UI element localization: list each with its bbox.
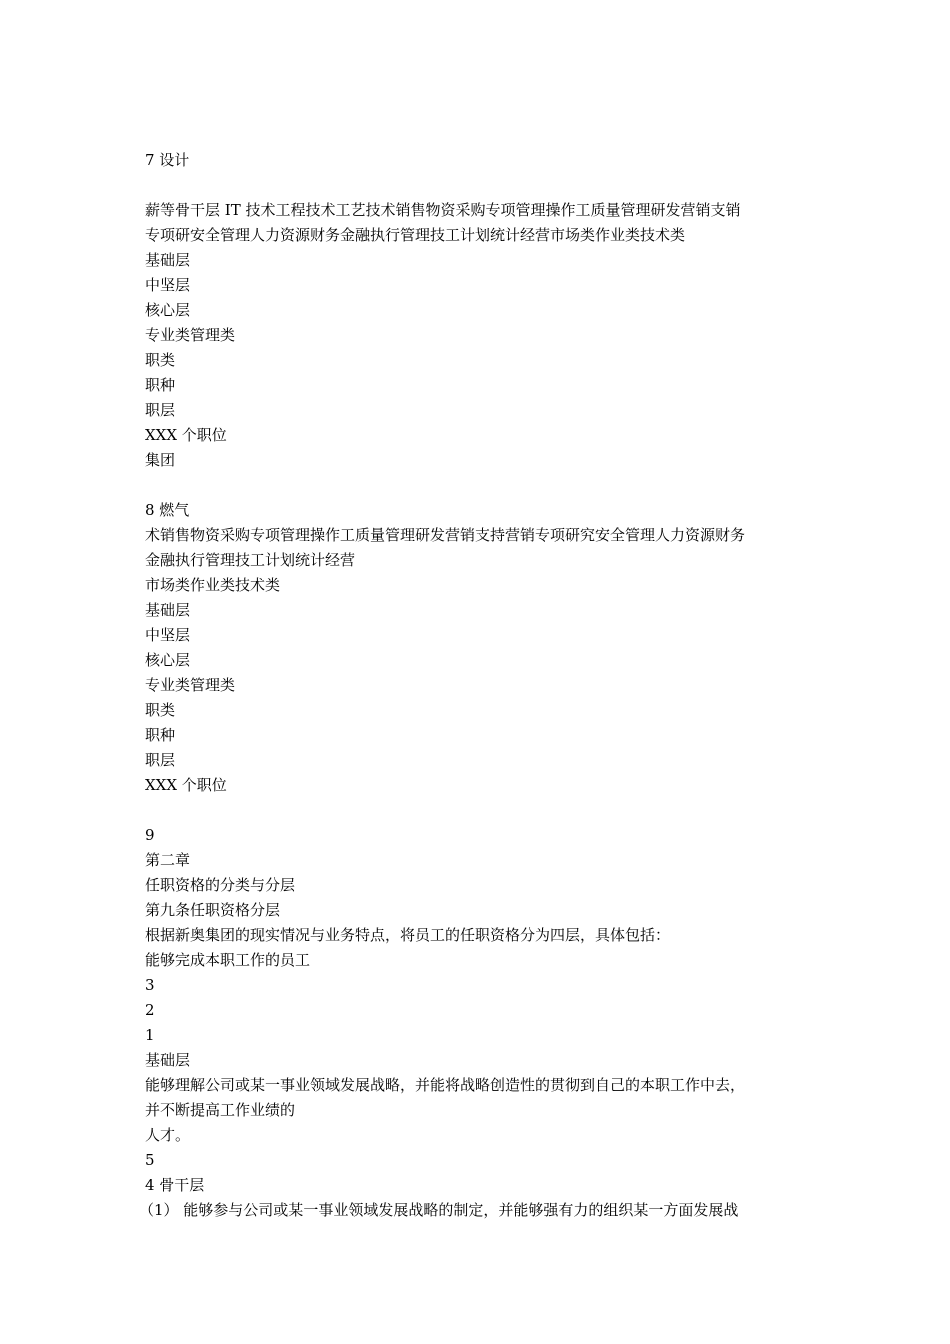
section-7-line: 职层 (145, 401, 176, 419)
section-9-number: 9 (145, 826, 155, 844)
section-9-line: 4 骨干层 (145, 1176, 205, 1194)
section-9-line: 人才。 (145, 1126, 191, 1144)
section-8-line: 职类 (145, 701, 176, 719)
section-7-line: 职种 (145, 376, 176, 394)
chapter-title: 任职资格的分类与分层 (145, 876, 296, 894)
section-7-heading: 7 设计 (145, 151, 190, 169)
blank-line (145, 173, 825, 198)
blank-line (145, 473, 825, 498)
section-8-line: 职层 (145, 751, 176, 769)
section-8-line: 职种 (145, 726, 176, 744)
section-8-heading: 8 燃气 (145, 501, 190, 519)
intro-paragraph: 根据新奥集团的现实情况与业务特点，将员工的任职资格分为四层，具体包括： (145, 926, 671, 944)
section-9-line: 基础层 (145, 1051, 191, 1069)
section-8-line: 市场类作业类技术类 (145, 576, 281, 594)
section-7-line: 基础层 (145, 251, 191, 269)
chapter-heading: 第二章 (145, 851, 191, 869)
section-8-line: 专业类管理类 (145, 676, 236, 694)
section-9-line: 能够完成本职工作的员工 (145, 951, 311, 969)
section-7-line: 中坚层 (145, 276, 191, 294)
section-7-line: 专业类管理类 (145, 326, 236, 344)
blank-line (145, 798, 825, 823)
section-8-line: 金融执行管理技工计划统计经营 (145, 551, 356, 569)
section-8-line: 中坚层 (145, 626, 191, 644)
section-8-line: XXX 个职位 (145, 776, 227, 794)
section-8-line: 术销售物资采购专项管理操作工质量管理研发营销支持营销专项研究安全管理人力资源财务 (145, 526, 746, 544)
section-9-line: 3 (145, 976, 155, 994)
section-7-line: 专项研安全管理人力资源财务金融执行管理技工计划统计经营市场类作业类技术类 (145, 226, 686, 244)
section-7-line: 职类 (145, 351, 176, 369)
section-7-line: 薪等骨干层 IT 技术工程技术工艺技术销售物资采购专项管理操作工质量管理研发营销支销 (145, 201, 741, 219)
section-9-line: 5 (145, 1151, 155, 1169)
section-9-line: 并不断提高工作业绩的 (145, 1101, 296, 1119)
section-9-line: 2 (145, 1001, 155, 1019)
numbered-paragraph: （1） 能够参与公司或某一事业领域发展战略的制定，并能够强有力的组织某一方面发展战 (139, 1201, 739, 1219)
section-7-line: 核心层 (145, 301, 191, 319)
section-8-line: 核心层 (145, 651, 191, 669)
section-9-line: 1 (145, 1026, 155, 1044)
section-8-line: 基础层 (145, 601, 191, 619)
document-page (139, 148, 825, 1223)
section-7-line: XXX 个职位 (145, 426, 227, 444)
article-heading: 第九条任职资格分层 (145, 901, 281, 919)
section-7-line: 集团 (145, 451, 176, 469)
section-9-line: 能够理解公司或某一事业领域发展战略，并能将战略创造性的贯彻到自己的本职工作中去， (145, 1076, 746, 1094)
